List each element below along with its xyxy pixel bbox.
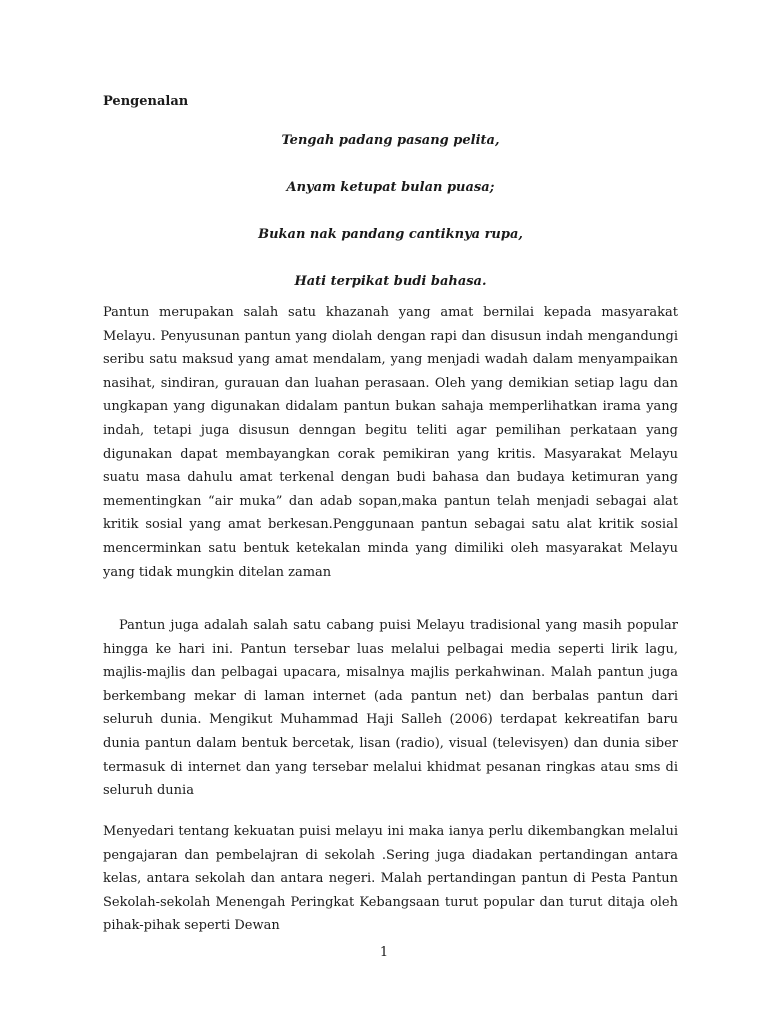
pantun-verse (103, 131, 678, 319)
pantun-line: Hati terpikat budi bahasa. (294, 274, 487, 289)
pantun-line: Anyam ketupat bulan puasa; (286, 180, 495, 195)
body-paragraph-2: Pantun juga adalah salah satu cabang puisi Melayu tradisional yang masih popular hingga ke hari ini. Pantun tersebar luas melalui pelbagai media seperti lirik lagu, majlis-majlis dan pelbagai upacara, misalnya majlis perkahwinan. Malah pantun juga berkembang mekar di laman internet (ada pantun net) dan berbalas pantun dari seluruh dunia. Mengikut Muhammad Haji Salleh (2006) terdapat kekreatifan baru dunia pantun dalam bentuk bercetak, lisan (radio), visual (televisyen) dan dunia siber termasuk di internet dan yang tersebar melalui khidmat pesanan ringkas atau sms di seluruh dunia (103, 618, 678, 799)
pantun-line: Bukan nak pandang cantiknya rupa, (258, 227, 523, 242)
body-paragraph-1: Pantun merupakan salah satu khazanah yang amat bernilai kepada masyarakat Melayu. Penyusunan pantun yang diolah dengan rapi dan disusun indah mengandungi seribu satu maksud yang amat mendalam, yang menjadi wadah dalam menyampaikan nasihat, sindiran, gurauan dan luahan perasaan. Oleh yang demikian setiap lagu dan ungkapan yang digunakan didalam pantun bukan sahaja memperlihatkan irama yang indah, tetapi juga disusun denngan begitu teliti agar pemilihan perkataan yang digunakan dapat membayangkan corak pemikiran yang kritis. Masyarakat Melayu suatu masa dahulu amat terkenal dengan budi bahasa dan budaya ketimuran yang mementingkan “air muka” dan adab sopan,maka pantun telah menjadi sebagai alat kritik sosial yang amat berkesan.Penggunaan pantun sebagai satu alat kritik sosial mencerminkan satu bentuk ketekalan minda yang dimiliki oleh masyarakat Melayu yang tidak mungkin ditelan zaman (103, 305, 678, 580)
page-number: 1 (379, 945, 389, 960)
body-paragraph-3: Menyedari tentang kekuatan puisi melayu ini maka ianya perlu dikembangkan melalui pengajaran dan pembelajran di sekolah .Sering juga diadakan pertandingan antara kelas, antara sekolah dan antara negeri. Malah pertandingan pantun di Pesta Pantun Sekolah-sekolah Menengah Peringkat Kebangsaan turut popular dan turut ditaja oleh pihak-pihak seperti Dewan (103, 824, 678, 934)
section-heading: Pengenalan (103, 94, 189, 109)
pantun-line: Tengah padang pasang pelita, (281, 133, 500, 148)
